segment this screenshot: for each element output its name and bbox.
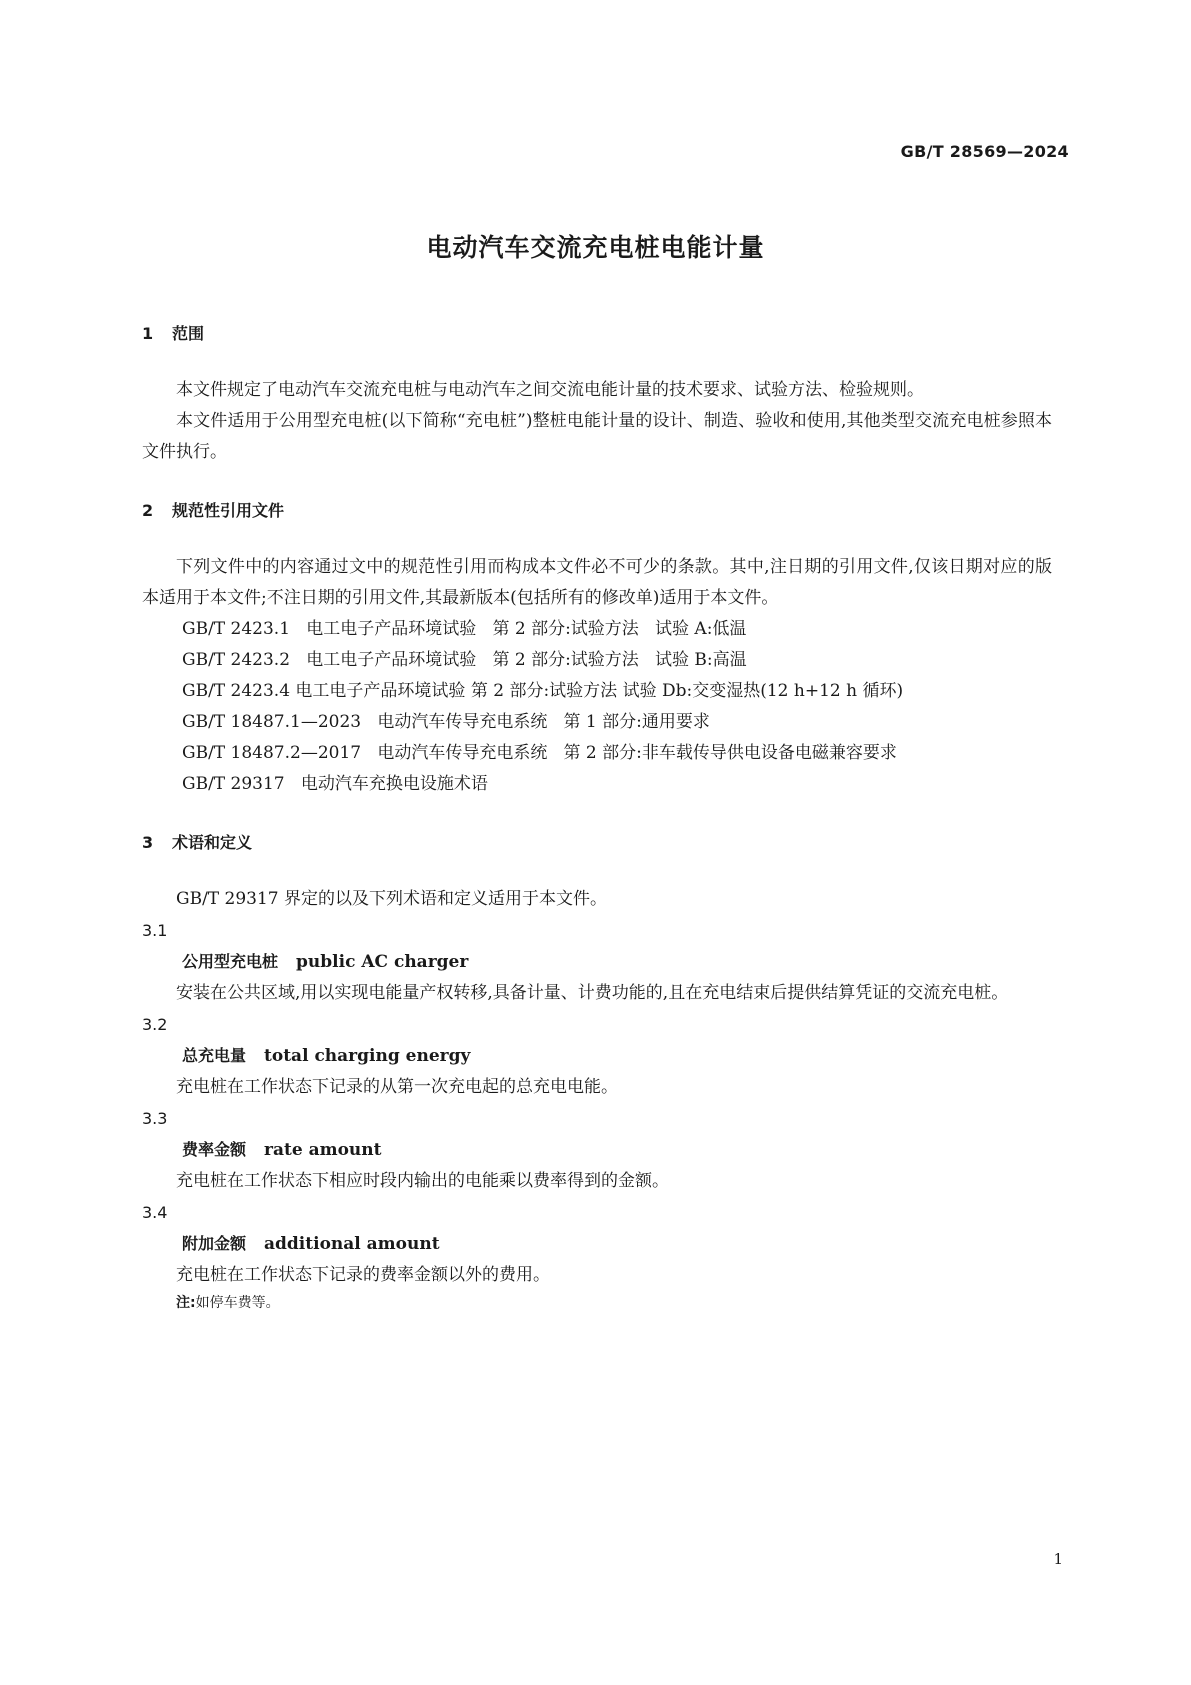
section-number: 1 [142, 324, 154, 343]
reference-item: GB/T 2423.4 电工电子产品环境试验 第 2 部分:试验方法 试验 Db:交变湿热(12 h+12 h 循环) [182, 681, 904, 701]
paragraph: 本文件规定了电动汽车交流充电桩与电动汽车之间交流电能计量的技术要求、试验方法、检验规则。 [176, 380, 924, 400]
section-number: 2 [142, 501, 154, 520]
section-3-heading [142, 827, 1052, 858]
term-heading [142, 1228, 1052, 1260]
paragraph: 本文件适用于公用型充电桩(以下简称“充电桩”)整桩电能计量的设计、制造、验收和使用,其他类型交流充电桩参照本文件执行。 [142, 411, 1052, 462]
term-number: 3.3 [142, 1109, 168, 1128]
note [142, 1291, 1052, 1315]
term-heading [142, 1134, 1052, 1166]
paragraph: 下列文件中的内容通过文中的规范性引用而构成本文件必不可少的条款。其中,注日期的引用文件,仅该日期对应的版本适用于本文件;不注日期的引用文件,其最新版本(包括所有的修改单)适用于本文件。 [142, 557, 1052, 608]
term-definition: 安装在公共区域,用以实现电能量产权转移,具备计量、计费功能的,且在充电结束后提供结算凭证的交流充电桩。 [176, 983, 1009, 1003]
term-entry [142, 1103, 1052, 1197]
document-title: 电动汽车交流充电桩电能计量 [426, 233, 765, 262]
term-number: 3.4 [142, 1203, 168, 1222]
section-1-heading [142, 318, 1052, 349]
reference-item: GB/T 18487.1—2023 电动汽车传导充电系统 第 1 部分:通用要求 [182, 712, 710, 732]
term-name-en: total charging energy [264, 1046, 471, 1066]
term-entry [142, 1197, 1052, 1291]
reference-item: GB/T 2423.2 电工电子产品环境试验 第 2 部分:试验方法 试验 B:高温 [182, 650, 747, 670]
term-name-zh: 附加金额 [182, 1234, 247, 1253]
section-title: 术语和定义 [172, 833, 253, 852]
term-entry [142, 915, 1052, 1009]
term-name-zh: 公用型充电桩 [182, 952, 279, 971]
note-label: 注: [176, 1295, 196, 1311]
term-name-en: rate amount [264, 1140, 382, 1160]
section-title: 规范性引用文件 [172, 501, 285, 520]
note-text: 如停车费等。 [195, 1295, 280, 1311]
reference-item: GB/T 29317 电动汽车充换电设施术语 [182, 774, 488, 794]
term-definition: 充电桩在工作状态下记录的费率金额以外的费用。 [176, 1265, 550, 1285]
term-definition: 充电桩在工作状态下记录的从第一次充电起的总充电电能。 [176, 1077, 618, 1097]
term-number: 3.1 [142, 921, 168, 940]
document-code: GB/T 28569—2024 [900, 142, 1069, 161]
reference-item: GB/T 2423.1 电工电子产品环境试验 第 2 部分:试验方法 试验 A:低温 [182, 619, 747, 639]
term-entry [142, 1009, 1052, 1103]
term-name-zh: 总充电量 [182, 1046, 247, 1065]
term-name-zh: 费率金额 [182, 1140, 247, 1159]
reference-item: GB/T 18487.2—2017 电动汽车传导充电系统 第 2 部分:非车载传导供电设备电磁兼容要求 [182, 743, 897, 763]
section-title: 范围 [172, 324, 205, 343]
page-number: 1 [1053, 1550, 1063, 1568]
section-number: 3 [142, 833, 154, 852]
document-body [142, 318, 1052, 1315]
term-heading [142, 946, 1052, 978]
term-number: 3.2 [142, 1015, 168, 1034]
paragraph: GB/T 29317 界定的以及下列术语和定义适用于本文件。 [176, 889, 608, 909]
term-definition: 充电桩在工作状态下相应时段内输出的电能乘以费率得到的金额。 [176, 1171, 669, 1191]
term-name-en: additional amount [264, 1234, 440, 1254]
term-heading [142, 1040, 1052, 1072]
section-2-heading [142, 495, 1052, 526]
term-name-en: public AC charger [296, 952, 469, 972]
